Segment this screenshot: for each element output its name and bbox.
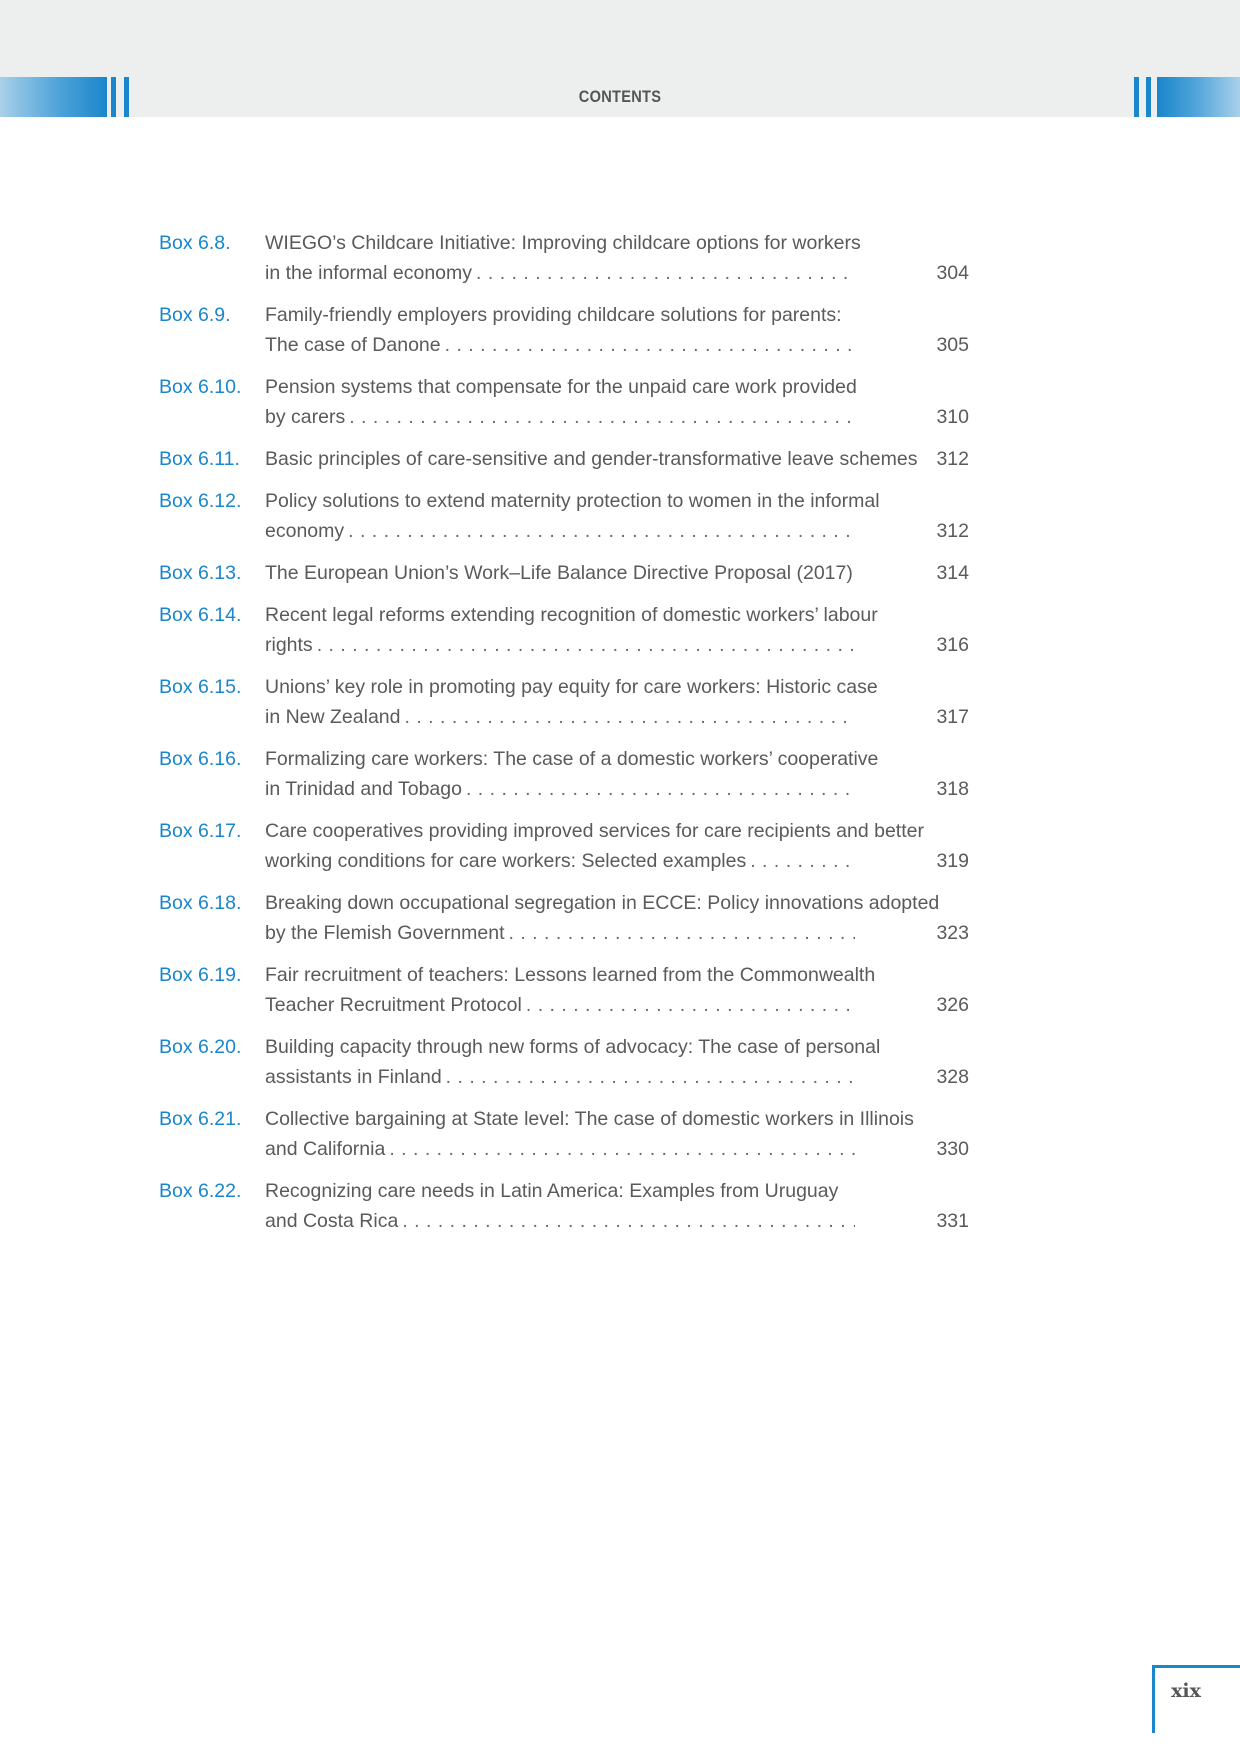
toc-entry[interactable] xyxy=(159,600,969,660)
toc-entry-title-line: and Costa Rica xyxy=(265,1210,399,1232)
dot-leader xyxy=(317,630,855,660)
toc-entry-title xyxy=(265,816,924,876)
toc-entry-title-line: Recent legal reforms extending recognition of domestic workers’ labour xyxy=(265,604,878,626)
toc-entry-page: 330 xyxy=(936,1138,969,1160)
toc-entry-page: 326 xyxy=(936,994,969,1016)
toc-entry-label: Box 6.12. xyxy=(159,490,242,512)
toc-entry-page: 319 xyxy=(936,850,969,872)
toc-entry-label: Box 6.15. xyxy=(159,676,242,698)
toc-entry-title-line: Family-friendly employers providing childcare solutions for parents: xyxy=(265,304,842,326)
toc-entry-label: Box 6.17. xyxy=(159,820,242,842)
toc-entry-title xyxy=(265,228,861,288)
dot-leader xyxy=(446,1062,855,1092)
toc-entry[interactable] xyxy=(159,960,969,1020)
toc-entry[interactable] xyxy=(159,300,969,360)
toc-entry[interactable] xyxy=(159,1032,969,1092)
toc-entry-page: 323 xyxy=(936,922,969,944)
toc-entry[interactable] xyxy=(159,1176,969,1236)
toc-entry-label: Box 6.21. xyxy=(159,1108,242,1130)
toc-entry[interactable] xyxy=(159,744,969,804)
toc-entry-label: Box 6.13. xyxy=(159,562,242,584)
toc-entry-label: Box 6.16. xyxy=(159,748,242,770)
toc-entry-title-line: Breaking down occupational segregation in ECCE: Policy innovations adopted xyxy=(265,892,940,914)
toc-entry-page: 304 xyxy=(936,262,969,284)
toc-entry-title xyxy=(265,300,855,360)
page-header-title: CONTENTS xyxy=(578,87,662,106)
toc-entry[interactable] xyxy=(159,486,969,546)
toc-entry-title-line: in the informal economy xyxy=(265,262,473,284)
toc-entry-title xyxy=(265,1176,855,1236)
toc-entry-title-line: Care cooperatives providing improved services for care recipients and better xyxy=(265,820,924,842)
dot-leader xyxy=(526,990,855,1020)
toc-entry[interactable] xyxy=(159,1104,969,1164)
toc-entry-page: 312 xyxy=(936,448,969,470)
toc-entry-title xyxy=(265,372,855,432)
toc-entry-page: 331 xyxy=(936,1210,969,1232)
toc-entry-title-line: assistants in Finland xyxy=(265,1066,442,1088)
toc-entry-title xyxy=(265,672,878,732)
toc-entry-title-line: rights xyxy=(265,634,313,656)
toc-entry-page: 328 xyxy=(936,1066,969,1088)
toc-entry[interactable] xyxy=(159,228,969,288)
toc-entry-title xyxy=(265,888,940,948)
toc-entry[interactable] xyxy=(159,816,969,876)
toc-entry-page: 305 xyxy=(936,334,969,356)
toc-entry-title xyxy=(265,444,918,474)
toc-entry-title-line: Teacher Recruitment Protocol xyxy=(265,994,522,1016)
dot-leader xyxy=(349,402,855,432)
dot-leader xyxy=(476,258,855,288)
toc-entry-label: Box 6.8. xyxy=(159,232,231,254)
toc-entry-title-line: by carers xyxy=(265,406,346,428)
header-gradient-right xyxy=(1157,77,1240,117)
toc-entry-title-line: in New Zealand xyxy=(265,706,401,728)
toc-entry-title-line: Collective bargaining at State level: The case of domestic workers in Illinois xyxy=(265,1108,914,1130)
toc-entry-label: Box 6.19. xyxy=(159,964,242,986)
toc-entry-title-line: and California xyxy=(265,1138,386,1160)
toc-entry-title-line: working conditions for care workers: Selected examples xyxy=(265,850,747,872)
toc-entry-title-line: The case of Danone xyxy=(265,334,441,356)
toc-entry-title xyxy=(265,558,855,588)
dot-leader xyxy=(750,846,855,876)
toc-entry-title-line: Unions’ key role in promoting pay equity for care workers: Historic case xyxy=(265,676,878,698)
toc-entry-title xyxy=(265,486,880,546)
toc-entry-page: 314 xyxy=(936,562,969,584)
toc-entry-page: 310 xyxy=(936,406,969,428)
toc-entry-label: Box 6.11. xyxy=(159,448,240,470)
toc-entry[interactable] xyxy=(159,558,969,588)
toc-entry-title-line: Policy solutions to extend maternity protection to women in the informal xyxy=(265,490,880,512)
toc-entry[interactable] xyxy=(159,372,969,432)
toc-entry-title xyxy=(265,744,879,804)
toc-entry[interactable] xyxy=(159,888,969,948)
toc-entry-label: Box 6.14. xyxy=(159,604,242,626)
dot-leader xyxy=(402,1206,855,1236)
dot-leader xyxy=(445,330,855,360)
toc-entry-title xyxy=(265,960,876,1020)
toc-entry-label: Box 6.18. xyxy=(159,892,242,914)
toc-entry-label: Box 6.10. xyxy=(159,376,242,398)
toc-entry-title-line: The European Union’s Work–Life Balance Directive Proposal (2017) xyxy=(265,562,853,584)
dot-leader xyxy=(405,702,856,732)
toc-entry-title-line: Fair recruitment of teachers: Lessons learned from the Commonwealth xyxy=(265,964,876,986)
toc-entry[interactable] xyxy=(159,444,969,474)
toc-entry-title-line: Recognizing care needs in Latin America: Examples from Uruguay xyxy=(265,1180,839,1202)
toc-entry[interactable] xyxy=(159,672,969,732)
toc-entry-label: Box 6.9. xyxy=(159,304,231,326)
toc-entry-title-line: Pension systems that compensate for the unpaid care work provided xyxy=(265,376,857,398)
dot-leader xyxy=(466,774,855,804)
toc-entry-title-line: Building capacity through new forms of advocacy: The case of personal xyxy=(265,1036,881,1058)
toc-entry-title-line: Formalizing care workers: The case of a domestic workers’ cooperative xyxy=(265,748,879,770)
toc-entry-page: 316 xyxy=(936,634,969,656)
toc-entry-title-line: in Trinidad and Tobago xyxy=(265,778,462,800)
page-number: xix xyxy=(1171,1680,1201,1702)
toc-entry-title-line: Basic principles of care-sensitive and gender-transformative leave schemes xyxy=(265,448,918,470)
toc-entry-page: 312 xyxy=(936,520,969,542)
toc-entry-page: 318 xyxy=(936,778,969,800)
dot-leader xyxy=(348,516,855,546)
toc-entry-page: 317 xyxy=(936,706,969,728)
dot-leader xyxy=(389,1134,855,1164)
toc-entry-title xyxy=(265,1032,881,1092)
toc-entry-label: Box 6.22. xyxy=(159,1180,242,1202)
dot-leader xyxy=(509,918,855,948)
toc-entry-title xyxy=(265,1104,914,1164)
toc-entry-title-line: WIEGO’s Childcare Initiative: Improving childcare options for workers xyxy=(265,232,861,254)
toc-entry-label: Box 6.20. xyxy=(159,1036,242,1058)
toc-entry-title-line: economy xyxy=(265,520,345,542)
table-of-contents xyxy=(159,228,969,1248)
toc-entry-title xyxy=(265,600,878,660)
toc-entry-title-line: by the Flemish Government xyxy=(265,922,505,944)
